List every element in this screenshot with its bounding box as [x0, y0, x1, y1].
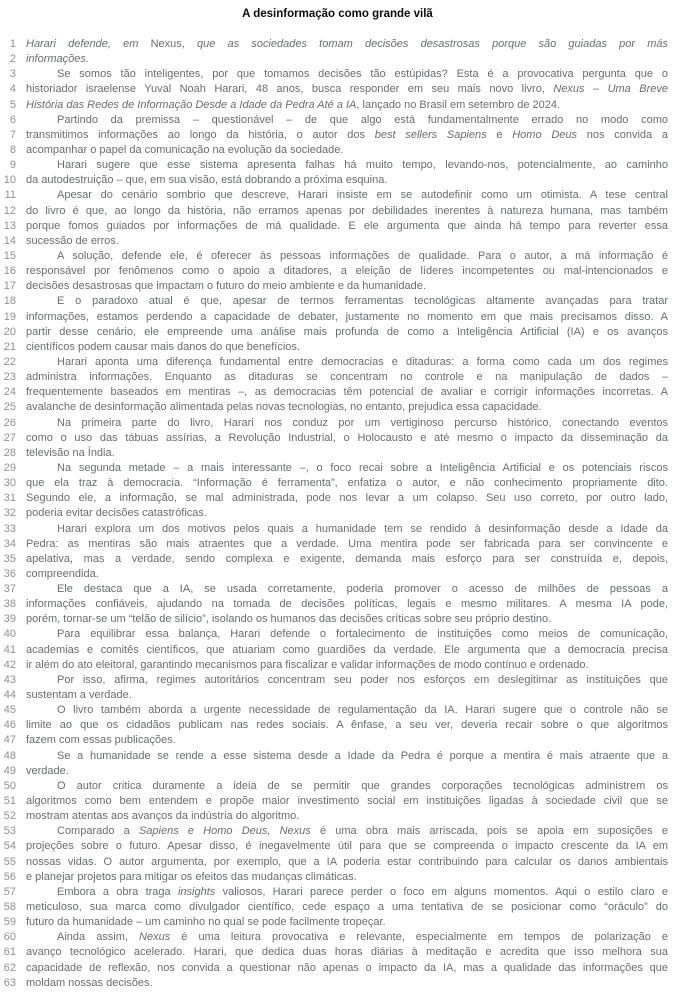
line-number: 7 [9, 128, 16, 141]
line-text [26, 52, 668, 67]
italic-text: insights [177, 885, 216, 898]
text-line [0, 839, 668, 854]
line-number: 35 [3, 552, 16, 565]
text-line [0, 431, 668, 446]
text-line [0, 779, 668, 794]
line-text: Na segunda metade – a mais interessante –, o foco recai sobre a Inteligência Artificial e os potenciais riscos [57, 461, 668, 474]
text-line [0, 794, 668, 809]
text-line [0, 703, 668, 718]
line-text: meticuloso, sua marca como divulgador científico, cede espaço a uma tentativa de se posicionar como “oráculo” do [26, 901, 668, 914]
line-text: verdade. [26, 764, 69, 777]
line-text: poderia evitar decisões catastróficas. [26, 507, 207, 520]
text-line [0, 355, 668, 370]
line-number: 52 [3, 810, 16, 823]
line-number: 45 [3, 704, 16, 717]
text-line [0, 264, 668, 279]
text-line [0, 976, 668, 991]
line-text: Ainda assim, Nexus é uma leitura provocativa e relevante, especialmente em tempos de polarização e [57, 931, 668, 944]
text-line [0, 824, 668, 839]
line-number: 25 [3, 401, 16, 414]
line-text: televisão na Índia. [26, 446, 115, 459]
line-number: 1 [9, 38, 16, 50]
text-line [0, 98, 668, 113]
line-text: informações confiáveis, ajudando na tomada de decisões políticas, legais e mesmo militares. A mesma IA pode, [26, 598, 668, 611]
line-text: Se somos tão inteligentes, por que tomamos decisões tão estúpidas? Esta é a provocativa pergunta que o [57, 68, 668, 81]
text-line [0, 294, 668, 309]
text-line [0, 385, 668, 400]
line-number: 17 [3, 280, 16, 293]
line-number: 55 [3, 855, 16, 868]
line-text: Na primeira parte do livro, Harari nos conduz por um vertiginoso percurso histórico, conectando eventos [57, 416, 668, 429]
text-line [0, 143, 668, 158]
text-line [0, 113, 668, 128]
line-number: 33 [3, 522, 16, 535]
line-number: 30 [3, 477, 16, 490]
line-number: 38 [3, 598, 16, 611]
text-line [0, 416, 668, 431]
line-number: 8 [9, 143, 16, 156]
line-text: Harari sugere que esse sistema apresenta falhas há muito tempo, levando-nos, potencialmente, ao caminho [57, 159, 668, 172]
line-text: porque fomos guiados por informações de má qualidade. E ele argumenta que ainda há tempo para reverter essa [26, 219, 668, 232]
text-line [0, 688, 668, 703]
line-number: 43 [3, 673, 16, 686]
text-line [0, 340, 668, 355]
line-text: Embora a obra traga insights valiosos, Harari parece perder o foco em alguns momentos. Aqui o estilo claro e [57, 885, 668, 898]
line-text: informações, estamos perdendo a capacidade de debater, justamente no momento em que mais precisamos disso. A [26, 310, 668, 323]
text-line [0, 567, 668, 582]
line-number: 34 [3, 537, 16, 550]
line-text: mostram atentas aos avanços da indústria do algoritmo. [26, 810, 300, 823]
line-number: 32 [3, 507, 16, 520]
line-text: Por isso, afirma, regimes autoritários concentram seu poder nos esforços em deslegitimar as instituições que [57, 673, 668, 686]
line-text: E o paradoxo atual é que, apesar de termos ferramentas tecnológicas altamente avançadas para tratar [57, 295, 668, 308]
line-text: sucessão de erros. [26, 234, 119, 247]
line-number: 53 [3, 825, 16, 838]
line-number: 20 [3, 325, 16, 338]
line-text: do livro é que, ao longo da história, não erramos apenas por debilidades inerentes à natureza humana, mas também [26, 204, 668, 217]
line-text: Se a humanidade se rende a esse sistema desde a Idade da Pedra é porque a mentira é mais atraente que a [57, 749, 668, 762]
line-number: 61 [3, 946, 16, 959]
line-number: 48 [3, 749, 16, 762]
line-text: limite ao que os cidadãos publicam nas redes sociais. A ênfase, a seu ver, deveria recair sobre o que algoritmos [26, 719, 668, 732]
line-text: A solução, defende ele, é oferecer às pessoas informações de qualidade. Para o autor, a má informação é [57, 249, 668, 262]
line-text: acompanhar o papel da comunicação na evolução da sociedade. [26, 143, 344, 156]
line-text: porém, tornar-se um “telão de silício”, isolando os humanos das decisões críticas sobre seu próprio destino. [26, 613, 552, 626]
text-line [0, 749, 668, 764]
line-text: científicos podem causar mais danos do que benefícios. [26, 340, 300, 353]
line-text: moldam nossas decisões. [26, 976, 153, 989]
line-text: frequentemente baseados em mentiras –, as democracias têm potencial de avaliar e corrigir informações incorretas. A [26, 386, 668, 399]
italic-text: Harari defende, em [26, 38, 151, 50]
text-line [0, 173, 668, 188]
line-text: da autodestruição – que, em sua visão, está dobrando a próxima esquina. [26, 174, 388, 187]
text-line [0, 234, 668, 249]
text-line [0, 809, 668, 824]
text-line [0, 658, 668, 673]
line-text: História das Redes de Informação Desde a Idade da Pedra Até a IA, lançado no Brasil em setembro de 2024. [26, 98, 561, 111]
line-number: 39 [3, 613, 16, 626]
line-text: avalanche de desinformação alimentada pelas novas tecnologias, no entanto, prejudica essa capacidade. [26, 401, 542, 414]
line-number: 6 [9, 113, 16, 126]
italic-text: Homo Deus [512, 128, 578, 141]
line-number: 41 [3, 643, 16, 656]
text-line [0, 506, 668, 521]
line-text: responsável por fenômenos como o apoio a ditadores, a eleição de líderes incompetentes ou mal-intencionados e [26, 265, 668, 278]
line-text: ir além do ato eleitoral, garantindo mecanismos para fiscalizar e validar informações de modo contínuo e ordenado. [26, 658, 589, 671]
line-number: 63 [3, 976, 16, 989]
line-number: 57 [3, 885, 16, 898]
line-number: 15 [3, 249, 16, 262]
line-number: 4 [9, 83, 16, 96]
line-text: Comparado a Sapiens e Homo Deus, Nexus é uma obra mais arriscada, pois se apoia em suposições e [57, 825, 668, 838]
line-number: 22 [3, 355, 16, 368]
italic-text: Sapiens e Homo Deus, Nexus [138, 825, 311, 838]
line-text: avanço tecnológico acelerado. Harari, que dedica duas horas diárias à meditação e acredita que isso melhora sua [26, 946, 668, 959]
text-line [0, 461, 668, 476]
line-number: 23 [3, 371, 16, 384]
line-text: nossas vidas. O autor argumenta, por exemplo, que a IA poderia estar contribuindo para calcular os danos ambientais [26, 855, 668, 868]
line-number: 19 [3, 310, 16, 323]
line-number: 28 [3, 446, 16, 459]
line-text: academias e comitês científicos, que atuariam como guardiões da verdade. Ele argumenta que a democracia precisa [26, 643, 668, 656]
text-line [0, 930, 668, 945]
line-number: 21 [3, 340, 16, 353]
italic-text: best sellers Sapiens [374, 128, 487, 141]
text-line [0, 67, 668, 82]
line-text: compreendida. [26, 567, 99, 580]
italic-text: História das Redes de Informação Desde a Idade da Pedra Até a IA [26, 98, 357, 111]
line-number: 54 [3, 840, 16, 853]
line-number: 40 [3, 628, 16, 641]
line-number: 62 [3, 961, 16, 974]
text-line [0, 325, 668, 340]
line-text: transmitimos informações ao longo da história, o autor dos best sellers Sapiens e Homo Deus nos convida a [26, 128, 669, 141]
text-line [0, 52, 668, 67]
line-number: 46 [3, 719, 16, 732]
line-text: algoritmos como bem entendem e propõe maior investimento social em instituições ligadas à sociedade civil que se [26, 795, 668, 808]
text-line [0, 522, 668, 537]
text-line [0, 219, 668, 234]
italic-text: Nexus [139, 931, 171, 944]
text-line [0, 82, 668, 97]
line-text: Apesar do cenário sombrio que descreve, Harari insiste em se autodefinir como um otimista. A tese central [57, 189, 668, 202]
text-line [0, 582, 668, 597]
line-text: administra informações. Enquanto as ditaduras se concentram no controle e na manipulação de dados – [26, 371, 668, 384]
line-text: historiador israelense Yuval Noah Harari, 48 anos, busca responder em seu mais novo livro, Nexus – Uma Breve [26, 83, 668, 96]
line-number: 60 [3, 931, 16, 944]
line-number: 11 [4, 189, 16, 202]
line-text: Partindo da premissa – questionável – de que algo está fundamentalmente errado no modo como [57, 113, 668, 126]
line-number: 5 [9, 98, 16, 111]
line-number: 50 [3, 779, 16, 792]
line-text: futuro da humanidade – um caminho no qual se pode facilmente tropeçar. [26, 916, 386, 929]
line-number: 56 [3, 870, 16, 883]
italic-text: que as sociedades tomam decisões desastrosas porque são guiadas por más [197, 38, 668, 50]
line-number: 24 [3, 386, 16, 399]
text-line [0, 718, 668, 733]
text-line [0, 400, 668, 415]
line-number: 27 [3, 431, 16, 444]
line-number: 12 [3, 204, 16, 217]
line-text: Harari explora um dos motivos pelos quais a humanidade tem se rendido à desinformação desde a Idade da [57, 522, 668, 535]
line-text: Pedra: as mentiras são mais atraentes que a verdade. Uma mentira pode ser fabricada para ser convincente e [26, 537, 668, 550]
line-text: capacidade de reflexão, nos convida a questionar não apenas o impacto da IA, mas a qualidade das informações que [26, 961, 668, 974]
line-text: O livro também aborda a urgente necessidade de regulamentação da IA. Harari sugere que o controle não se [57, 704, 668, 717]
text-line [0, 279, 668, 294]
line-number: 26 [3, 416, 16, 429]
line-text: sustentam a verdade. [26, 689, 132, 702]
line-number: 59 [3, 916, 16, 929]
text-line [0, 855, 668, 870]
text-line [0, 370, 668, 385]
line-number: 9 [9, 159, 16, 172]
line-number: 13 [3, 219, 16, 232]
line-text: Harari aponta uma diferença fundamental entre democracias e ditaduras: a forma como cada um dos regimes [57, 355, 668, 368]
text-line [0, 552, 668, 567]
line-text: partir desse cenário, ele empreende uma análise mais profunda de como a Inteligência Artificial (IA) e os avanços [26, 325, 668, 338]
text-line [0, 612, 668, 627]
text-line [0, 310, 668, 325]
line-number: 14 [3, 234, 16, 247]
line-number: 10 [3, 174, 16, 187]
text-line [0, 885, 668, 900]
line-number: 37 [3, 583, 16, 596]
document-title: A desinformação como grande vilã [242, 8, 433, 20]
text-line [0, 945, 668, 960]
line-number: 29 [3, 461, 16, 474]
line-number: 42 [3, 658, 16, 671]
text-line [0, 961, 668, 976]
line-number: 18 [3, 295, 16, 308]
text-line [0, 491, 668, 506]
text-line [0, 249, 668, 264]
text-line [0, 764, 668, 779]
line-text: projeções sobre o futuro. Apesar disso, é inegavelmente útil para que se compreenda o impacto crescente da IA em [26, 840, 668, 853]
line-text: como o uso das tábuas assírias, a Revolução Industrial, o Holocausto e até mesmo o impacto da disseminação da [26, 431, 668, 444]
line-number: 31 [3, 492, 16, 505]
line-number: 51 [3, 795, 16, 808]
text-line [0, 870, 668, 885]
line-text: fazem com essas publicações. [26, 734, 176, 747]
line-text: e planejar projetos para mitigar os efeitos das mudanças climáticas. [26, 870, 357, 883]
line-text: decisões desastrosas que impactam o futuro do meio ambiente e da humanidade. [26, 280, 426, 293]
text-line [0, 597, 668, 612]
text-line [0, 733, 668, 748]
text-line [0, 37, 668, 52]
line-text: Para equilibrar essa balança, Harari defende o fortalecimento de instituições como meios de comunicação, [57, 628, 668, 641]
line-text: O autor critica duramente a ideia de se permitir que grandes corporações tecnológicas administrem os [57, 779, 668, 792]
line-number: 58 [3, 901, 16, 914]
line-text: Ele destaca que a IA, se usada corretamente, poderia promover o acesso de milhões de pessoas a [57, 583, 668, 596]
line-number: 47 [3, 734, 16, 747]
line-text: apelativa, mas a verdade, sendo complexa e exigente, demanda mais esforço para ser construída e, depois, [26, 552, 668, 565]
text-line [0, 476, 668, 491]
line-number: 49 [3, 764, 16, 777]
document-body [0, 37, 675, 991]
text-line [0, 537, 668, 552]
italic-text: informações. [26, 53, 89, 66]
text-line [0, 446, 668, 461]
text-line [0, 204, 668, 219]
text-line [0, 900, 668, 915]
text-line [0, 673, 668, 688]
text-line [0, 643, 668, 658]
line-number: 16 [3, 265, 16, 278]
line-number: 3 [9, 68, 16, 81]
line-text: Harari defende, em Nexus, que as sociedades tomam decisões desastrosas porque são guiadas por más [26, 38, 668, 50]
italic-text: Nexus – Uma Breve [553, 83, 668, 96]
line-number: 2 [9, 53, 16, 66]
line-text: que ela traz à democracia. “Informação é ferramenta”, enfatiza o autor, e não conhecimento propriamente dito. [26, 477, 668, 490]
text-line [0, 915, 668, 930]
line-number: 36 [3, 567, 16, 580]
text-line [0, 128, 668, 143]
text-line [0, 188, 668, 203]
line-text: Segundo ele, a informação, se mal administrada, pode nos levar a um colapso. Seu uso correto, por outro lado, [26, 492, 668, 505]
text-line [0, 158, 668, 173]
text-line [0, 627, 668, 642]
line-number: 44 [3, 689, 16, 702]
